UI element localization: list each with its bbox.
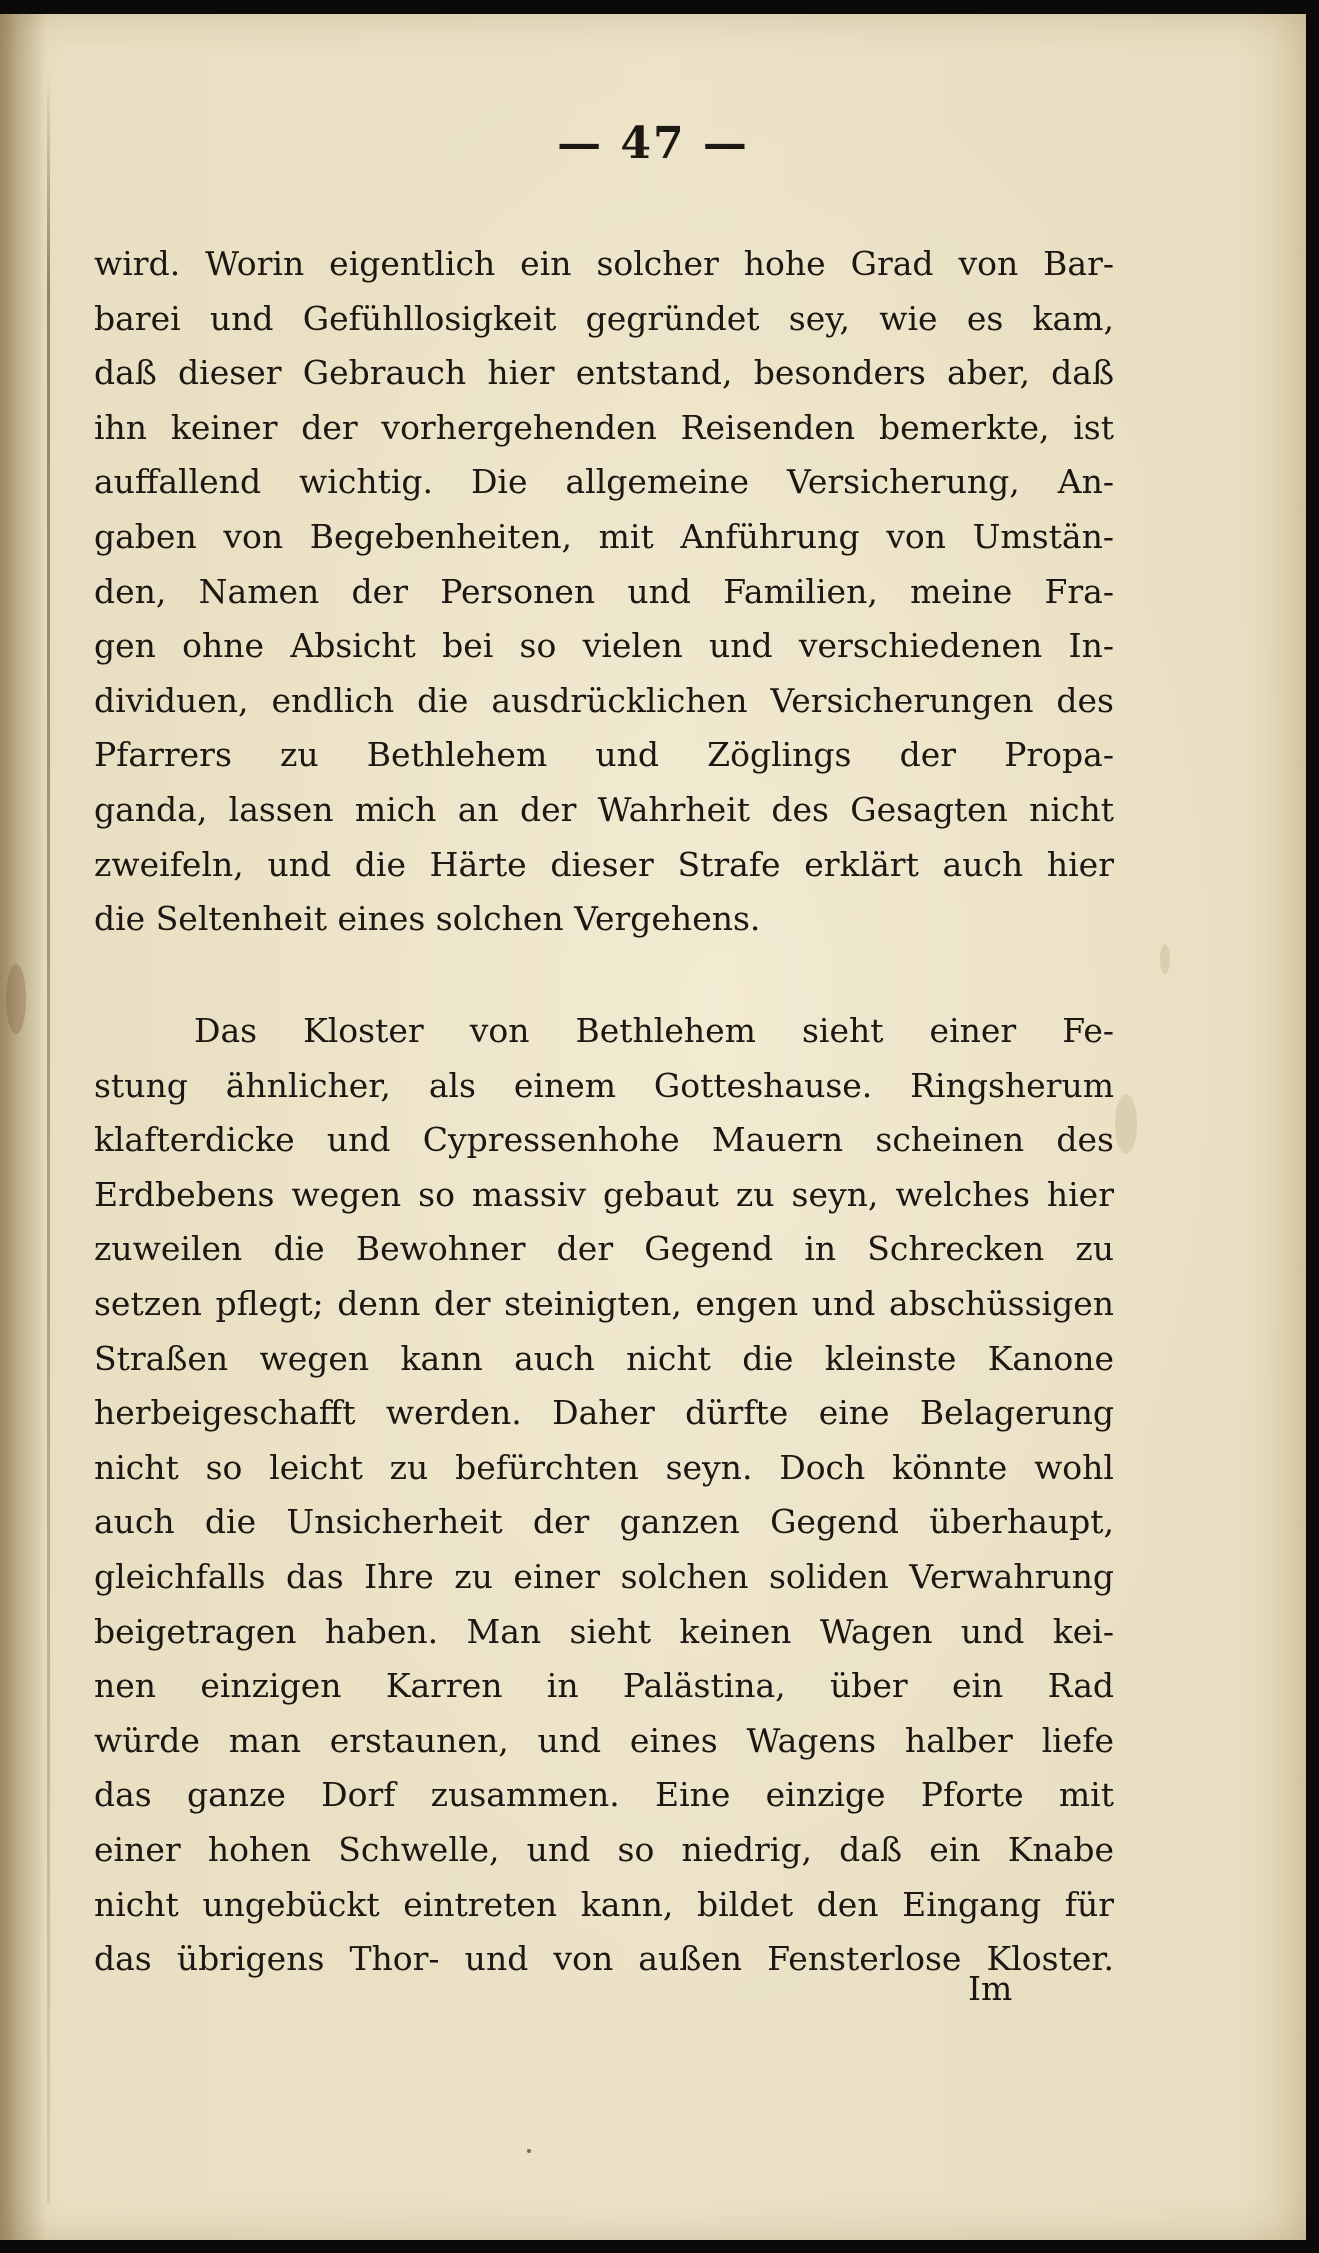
text-line: gaben von Begebenheiten, mit Anführung von Umstän- <box>94 516 1114 556</box>
text-line: stung ähnlicher, als einem Gotteshause. Ringsherum <box>94 1065 1114 1105</box>
text-line: gleichfalls das Ihre zu einer solchen soliden Verwahrung <box>94 1556 1114 1596</box>
paper-stain <box>1160 944 1170 974</box>
book-page <box>0 14 1306 2240</box>
text-line: zweifeln, und die Härte dieser Strafe erklärt auch hier <box>94 844 1114 884</box>
spine-gutter-line <box>47 74 50 2204</box>
paragraph-1 <box>94 237 1114 947</box>
text-line: ganda, lassen mich an der Wahrheit des Gesagten nicht <box>94 789 1114 829</box>
text-line: auch die Unsicherheit der ganzen Gegend überhaupt, <box>94 1502 1114 1542</box>
text-line: die Seltenheit eines solchen Vergehens. <box>94 899 761 939</box>
text-line: nicht so leicht zu befürchten seyn. Doch könnte wohl <box>94 1447 1114 1487</box>
text-line: zuweilen die Bewohner der Gegend in Schrecken zu <box>94 1229 1114 1269</box>
catchword: Im <box>968 1969 1013 2008</box>
text-line: daß dieser Gebrauch hier entstand, besonders aber, daß <box>94 353 1114 393</box>
text-line: gen ohne Absicht bei so vielen und verschiedenen In- <box>94 626 1114 666</box>
text-line: setzen pflegt; denn der steinigten, engen und abschüssigen <box>94 1283 1114 1323</box>
text-line: barei und Gefühllosigkeit gegründet sey, wie es kam, <box>94 298 1114 338</box>
paragraph-2 <box>94 1004 1114 1987</box>
text-line: das übrigens Thor- und von außen Fensterlose Kloster. <box>94 1939 1114 1979</box>
text-line: ihn keiner der vorhergehenden Reisenden bemerkte, ist <box>94 407 1114 447</box>
text-line: auffallend wichtig. Die allgemeine Versicherung, An- <box>94 462 1114 502</box>
text-line: den, Namen der Personen und Familien, meine Fra- <box>94 571 1114 611</box>
text-line: Pfarrers zu Bethlehem und Zöglings der Propa- <box>94 735 1114 775</box>
text-line: wird. Worin eigentlich ein solcher hohe Grad von Bar- <box>94 244 1114 283</box>
text-line: nicht ungebückt eintreten kann, bildet den Eingang für <box>94 1884 1114 1924</box>
text-line: herbeigeschafft werden. Daher dürfte eine Belagerung <box>94 1393 1114 1433</box>
text-line: Erdbebens wegen so massiv gebaut zu seyn, welches hier <box>94 1174 1114 1214</box>
text-line: Das Kloster von Bethlehem sieht einer Fe- <box>194 1011 1114 1050</box>
text-line: dividuen, endlich die ausdrücklichen Versicherungen des <box>94 680 1114 720</box>
text-line: einer hohen Schwelle, und so niedrig, daß ein Knabe <box>94 1829 1114 1869</box>
paper-stain <box>6 964 26 1034</box>
spine-shadow <box>0 14 46 2240</box>
text-line: das ganze Dorf zusammen. Eine einzige Pforte mit <box>94 1775 1114 1815</box>
paper-stain <box>1115 1094 1137 1154</box>
text-line: Straßen wegen kann auch nicht die kleinste Kanone <box>94 1338 1114 1378</box>
text-line: nen einzigen Karren in Palästina, über ein Rad <box>94 1666 1114 1706</box>
text-line: klafterdicke und Cypressenhohe Mauern scheinen des <box>94 1120 1114 1160</box>
text-line: beigetragen haben. Man sieht keinen Wagen und kei- <box>94 1611 1114 1651</box>
paper-speck <box>527 2149 531 2153</box>
page-number: — 47 — <box>557 118 749 169</box>
text-line: würde man erstaunen, und eines Wagens halber liefe <box>94 1720 1114 1760</box>
